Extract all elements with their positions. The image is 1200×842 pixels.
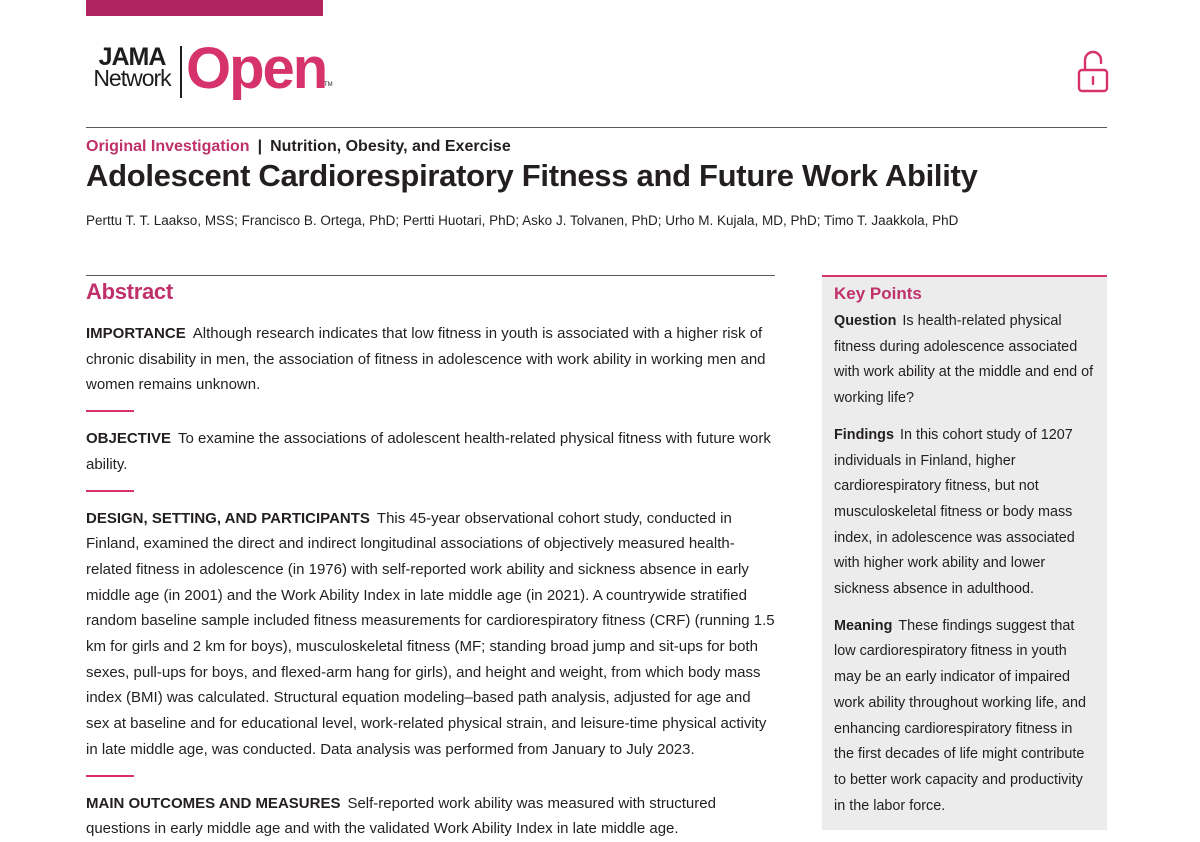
key-point-question-label: Question	[834, 313, 897, 329]
abstract-rule	[86, 275, 775, 276]
header-rule	[86, 127, 1107, 128]
article-title: Adolescent Cardiorespiratory Fitness and Future Work Ability	[86, 158, 978, 193]
abstract-design-label: DESIGN, SETTING, AND PARTICIPANTS	[86, 509, 370, 527]
abstract-design-text: This 45-year observational cohort study, conducted in Finland, examined the direct and indirect longitudinal associations of objectively measured health-related fitness in adolescence (in 1976) with self-reported work ability and sickness absence in early middle age (in 2001) and the Work Ability Index in late middle age (in 2021). A countrywide stratified random baseline sample included fitness measurements for cardiorespiratory fitness (CRF) (running 1.5 km for girls and 2 km for boys), musculoskeletal fitness (MF; standing broad jump and sit-ups for both sexes, pull-ups for boys, and flexed-arm hang for girls), and height and weight, from which body mass index (BMI) was calculated. Structural equation modeling–based path analysis, adjusted for age and sex at baseline and for educational level, work-related physical strain, and leisure-time physical activity in late middle age, was conducted. Data analysis was performed from January to July 2023.	[86, 509, 775, 758]
key-point-meaning	[834, 614, 1095, 820]
article-section[interactable]: Nutrition, Obesity, and Exercise	[270, 138, 511, 155]
abstract-importance	[86, 321, 775, 398]
abstract-heading: Abstract	[86, 279, 173, 304]
logo-divider	[180, 46, 182, 98]
logo-network-text: Network	[93, 65, 171, 91]
key-points-heading: Key Points	[834, 284, 922, 303]
logo-jama-text: JAMA	[98, 43, 166, 71]
abstract-design	[86, 506, 775, 763]
abstract-objective-text: To examine the associations of adolescent health-related physical fitness with future work ability.	[86, 430, 771, 473]
key-point-question	[834, 309, 1095, 412]
key-point-findings	[834, 423, 1095, 603]
abstract-divider	[86, 410, 134, 412]
logo-open-text: Open	[186, 36, 327, 101]
article-section-line	[86, 136, 511, 158]
article-authors: Perttu T. T. Laakso, MSS; Francisco B. Ortega, PhD; Pertti Huotari, PhD; Asko J. Tolvanen, PhD; Urho M. Kujala, MD, PhD; Timo T. Jaakkola, PhD	[86, 213, 959, 228]
abstract-objective	[86, 426, 775, 477]
key-point-meaning-label: Meaning	[834, 617, 893, 634]
abstract-divider	[86, 775, 134, 777]
abstract-divider	[86, 490, 134, 492]
section-separator: |	[257, 138, 263, 155]
key-point-findings-label: Findings	[834, 426, 894, 443]
abstract-importance-label: IMPORTANCE	[86, 325, 186, 342]
abstract-outcomes-text: Self-reported work ability was measured with structured questions in early middle age and with the validated Work Ability Index in late middle age.	[86, 794, 716, 838]
key-point-question-text: Is health-related physical fitness during adolescence associated with work ability at the middle and end of working life?	[834, 313, 1094, 407]
key-point-findings-text: In this cohort study of 1207 individuals in Finland, higher cardiorespiratory fitness, but not musculoskeletal fitness or body mass index, in adolescence was associated with higher work ability and lower sickness absence in adulthood.	[834, 426, 1075, 598]
abstract-outcomes-label: MAIN OUTCOMES AND MEASURES	[86, 794, 341, 812]
logo-trademark: TM	[324, 82, 333, 88]
abstract-importance-text: Although research indicates that low fitness in youth is associated with a higher risk of chronic disability in men, the association of fitness in adolescence with work ability in working men and women remains unknown.	[86, 325, 766, 394]
key-point-meaning-text: These findings suggest that low cardiorespiratory fitness in youth may be an early indicator of impaired work ability throughout working life, and enhancing cardiorespiratory fitness in the first decades of life might contribute to better work capacity and productivity in the labor force.	[834, 617, 1086, 814]
abstract-outcomes	[86, 791, 775, 842]
journal-color-bar	[86, 0, 323, 16]
unlocked-padlock-icon	[1076, 50, 1110, 94]
abstract-objective-label: OBJECTIVE	[86, 430, 172, 448]
key-points-box	[822, 275, 1107, 830]
abstract-section	[86, 275, 775, 842]
article-category[interactable]: Original Investigation	[86, 138, 250, 155]
